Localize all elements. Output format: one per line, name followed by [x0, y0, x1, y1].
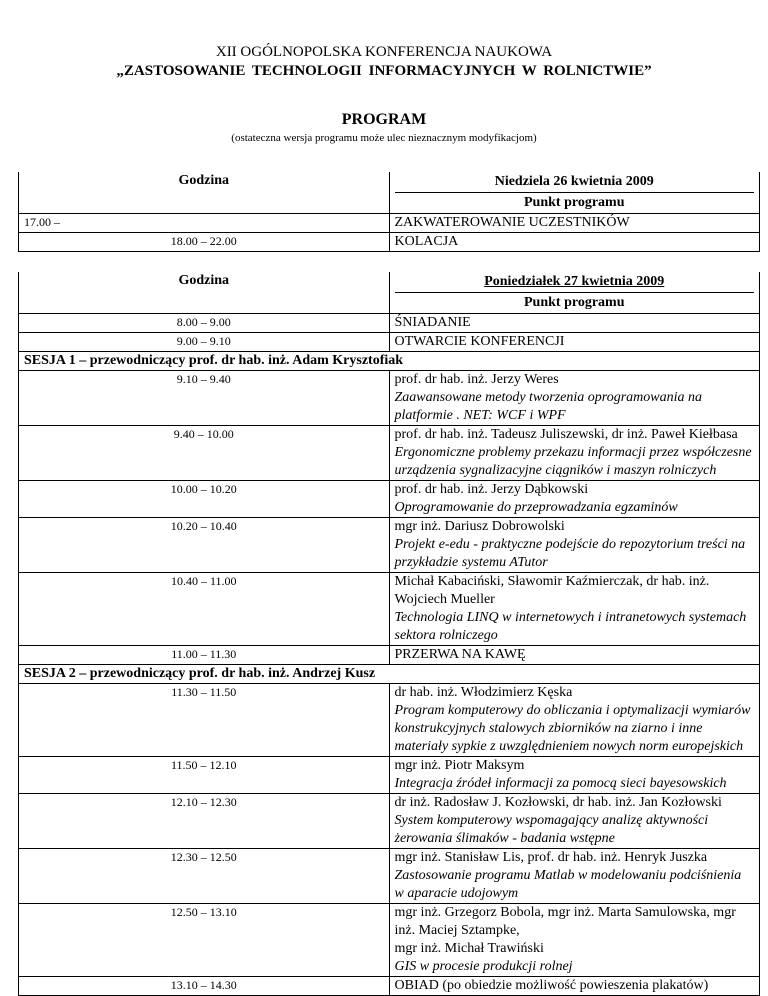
talk-cell: [389, 757, 760, 794]
table-row: [19, 333, 760, 352]
talk-title: GIS w procesie produkcji rolnej: [394, 959, 573, 974]
session-row: [19, 352, 760, 371]
table-row: [19, 904, 760, 977]
table-row: [19, 518, 760, 573]
talk-title: Zastosowanie programu Matlab w modelowaniu podciśnienia w aparacie udojowym: [394, 868, 742, 901]
talk-authors: prof. dr hab. inż. Jerzy Dąbkowski: [394, 482, 589, 497]
session1-title: SESJA 1 – przewodniczący prof. dr hab. inż. Adam Krysztofiak: [19, 352, 760, 371]
talk-cell: [389, 573, 760, 646]
table-row: [19, 426, 760, 481]
talk-title: Program komputerowy do obliczania i optymalizacji wymiarów konstrukcyjnych stalowych zbiorników na ziarno i inne materiały sypkie z uwzględnieniem nowych norm europejskich: [394, 703, 751, 754]
time-cell: 9.10 – 9.40: [19, 371, 390, 426]
talk-authors: prof. dr hab. inż. Jerzy Weres: [394, 372, 559, 387]
table-row: [19, 314, 760, 333]
program-note: (ostateczna wersja programu może ulec nieznacznym modyfikacjom): [231, 132, 537, 144]
talk-title: Integracja źródeł informacji za pomocą sieci bayesowskich: [394, 776, 727, 791]
table-row: [19, 371, 760, 426]
time-cell: 13.10 – 14.30: [19, 977, 390, 996]
talk-authors: dr hab. inż. Włodzimierz Kęska: [394, 685, 573, 700]
program-item: PRZERWA NA KAWĘ: [389, 646, 760, 665]
talk-cell: [389, 684, 760, 757]
time-cell: 12.30 – 12.50: [19, 849, 390, 904]
table-row: [19, 646, 760, 665]
program-item: KOLACJA: [389, 233, 760, 252]
talk-authors-continued: mgr inż. Michał Trawiński: [394, 941, 544, 956]
talk-title: Zaawansowane metody tworzenia oprogramowania na platformie . NET: WCF i WPF: [394, 390, 702, 423]
time-cell: 11.30 – 11.50: [19, 684, 390, 757]
day-header-cell: [389, 172, 760, 214]
day-header-cell: [389, 272, 760, 314]
talk-title: Ergonomiczne problemy przekazu informacji przez współczesne urządzenia sygnalizacyjne ciągników i maszyn rolniczych: [394, 445, 752, 478]
talk-authors: mgr inż. Dariusz Dobrowolski: [394, 519, 565, 534]
talk-authors: Michał Kabaciński, Sławomir Kaźmierczak, dr hab. inż. Wojciech Mueller: [394, 574, 710, 607]
table-row: [19, 233, 760, 252]
day2-title: Poniedziałek 27 kwietnia 2009: [484, 274, 665, 289]
conference-title-line2: „ZASTOSOWANIE TECHNOLOGII INFORMACYJNYCH W ROLNICTWIE”: [116, 63, 652, 79]
time-cell: 18.00 – 22.00: [19, 233, 390, 252]
table-row: [19, 481, 760, 518]
time-cell: 11.00 – 11.30: [19, 646, 390, 665]
column-header-item: Punkt programu: [395, 192, 755, 213]
conference-title-line1: XII OGÓLNOPOLSKA KONFERENCJA NAUKOWA: [215, 44, 553, 60]
schedule-table-day1: [18, 172, 760, 252]
program-item: OTWARCIE KONFERENCJI: [389, 333, 760, 352]
table-row: [19, 214, 760, 233]
talk-authors: prof. dr hab. inż. Tadeusz Juliszewski, dr inż. Paweł Kiełbasa: [394, 427, 738, 442]
time-cell: 12.10 – 12.30: [19, 794, 390, 849]
talk-cell: [389, 481, 760, 518]
talk-authors: mgr inż. Piotr Maksym: [394, 758, 525, 773]
column-header-item: Punkt programu: [395, 292, 755, 313]
column-header-time: Godzina: [19, 172, 390, 214]
talk-cell: [389, 794, 760, 849]
column-header-time: Godzina: [19, 272, 390, 314]
schedule-table-day2: [18, 272, 760, 996]
time-cell: 8.00 – 9.00: [19, 314, 390, 333]
time-cell: 12.50 – 13.10: [19, 904, 390, 977]
table-row: [19, 757, 760, 794]
talk-title: System komputerowy wspomagający analizę aktywności żerowania ślimaków - badania wstępne: [394, 813, 709, 846]
talk-cell: [389, 904, 760, 977]
talk-title: Projekt e-edu - praktyczne podejście do repozytorium treści na przykładzie systemu ATutor: [394, 537, 746, 570]
table-row: [19, 684, 760, 757]
program-item: OBIAD (po obiedzie możliwość powieszenia plakatów): [389, 977, 760, 996]
talk-authors: dr inż. Radosław J. Kozłowski, dr hab. inż. Jan Kozłowski: [394, 795, 722, 810]
talk-cell: [389, 849, 760, 904]
talk-title: Oprogramowanie do przeprowadzania egzaminów: [394, 500, 678, 515]
session2-title: SESJA 2 – przewodniczący prof. dr hab. inż. Andrzej Kusz: [19, 665, 760, 684]
table-row: [19, 573, 760, 646]
table-row: [19, 849, 760, 904]
program-item: ŚNIADANIE: [389, 314, 760, 333]
time-cell: 11.50 – 12.10: [19, 757, 390, 794]
session-row: [19, 665, 760, 684]
time-cell: 10.20 – 10.40: [19, 518, 390, 573]
talk-cell: [389, 371, 760, 426]
table-row: [19, 794, 760, 849]
time-cell: 10.00 – 10.20: [19, 481, 390, 518]
time-cell: 9.00 – 9.10: [19, 333, 390, 352]
talk-cell: [389, 518, 760, 573]
time-cell: 10.40 – 11.00: [19, 573, 390, 646]
day1-title: Niedziela 26 kwietnia 2009: [494, 174, 654, 189]
talk-authors: mgr inż. Stanisław Lis, prof. dr hab. inż. Henryk Juszka: [394, 850, 708, 865]
time-cell: 17.00 –: [19, 214, 390, 233]
time-cell: 9.40 – 10.00: [19, 426, 390, 481]
program-item: ZAKWATEROWANIE UCZESTNIKÓW: [389, 214, 760, 233]
talk-authors: mgr inż. Grzegorz Bobola, mgr inż. Marta Samulowska, mgr inż. Maciej Sztampke,: [394, 905, 736, 938]
talk-title: Technologia LINQ w internetowych i intranetowych systemach sektora rolniczego: [394, 610, 747, 643]
table-row: [19, 977, 760, 996]
program-title: PROGRAM: [341, 111, 427, 128]
talk-cell: [389, 426, 760, 481]
